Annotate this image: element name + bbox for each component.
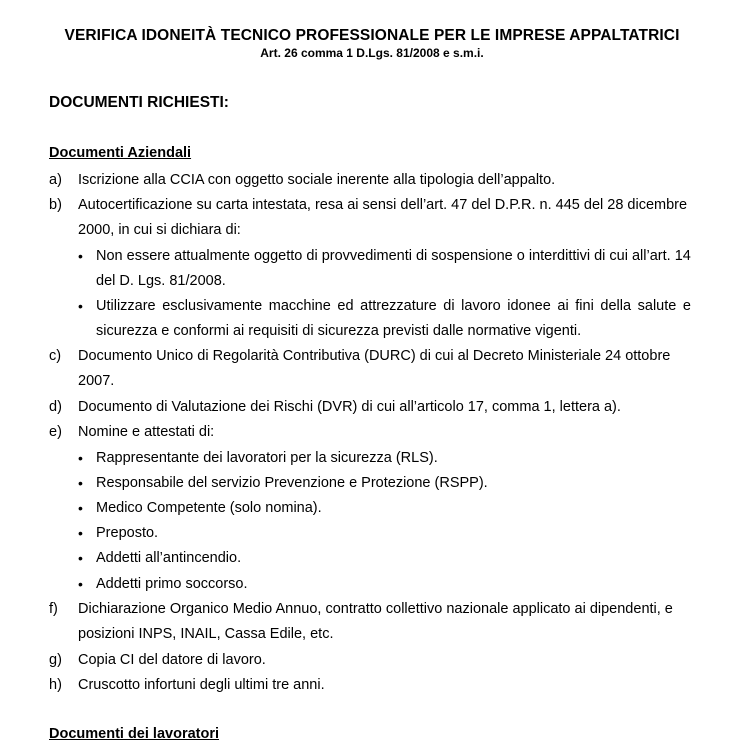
list-item-f-line2: posizioni INPS, INAIL, Cassa Edile, etc. [78, 626, 334, 642]
list-item-g: Copia CI del datore di lavoro. [78, 652, 266, 668]
list-item-d: Documento di Valutazione dei Rischi (DVR) di cui all’articolo 17, comma 1, lettera a). [78, 399, 621, 415]
list-item-b-bullet2-line1: Utilizzare esclusivamente macchine ed attrezzature di lavoro idonee ai fini della salute e [96, 298, 691, 314]
list-marker-f: f) [49, 601, 58, 617]
list-item-f-line1: Dichiarazione Organico Medio Annuo, contratto collettivo nazionale applicato ai dipendenti, e [78, 601, 673, 617]
list-item-c-line1: Documento Unico di Regolarità Contributiva (DURC) di cui al Decreto Ministeriale 24 ottobre [78, 348, 671, 364]
list-marker-b: b) [49, 197, 62, 213]
bullet-symbol: • [78, 550, 83, 566]
list-item-e-bullet3: Medico Competente (solo nomina). [96, 500, 322, 516]
list-item-c-line2: 2007. [78, 373, 115, 389]
list-item-b-bullet1-line2: del D. Lgs. 81/2008. [96, 273, 226, 289]
bullet-symbol: • [78, 576, 83, 592]
bullet-symbol: • [78, 475, 83, 491]
list-marker-a: a) [49, 172, 62, 188]
list-marker-e: e) [49, 424, 62, 440]
list-item-b-bullet2-line2: sicurezza e conformi ai requisiti di sicurezza previsti dalle normative vigenti. [96, 323, 582, 339]
list-item-e-bullet2: Responsabile del servizio Prevenzione e Protezione (RSPP). [96, 475, 488, 491]
list-item-h: Cruscotto infortuni degli ultimi tre anni. [78, 677, 325, 693]
list-item-b-line2: 2000, in cui si dichiara di: [78, 222, 241, 238]
list-item-e-bullet1: Rappresentante dei lavoratori per la sicurezza (RLS). [96, 450, 438, 466]
document-subtitle: Art. 26 comma 1 D.Lgs. 81/2008 e s.m.i. [260, 46, 484, 60]
bullet-symbol: • [78, 248, 83, 264]
bullet-symbol: • [78, 450, 83, 466]
list-item-a: Iscrizione alla CCIA con oggetto sociale inerente alla tipologia dell’appalto. [78, 172, 556, 188]
document-title: VERIFICA IDONEITÀ TECNICO PROFESSIONALE PER LE IMPRESE APPALTATRICI [64, 27, 680, 44]
bullet-symbol: • [78, 500, 83, 516]
list-item-b-bullet1-line1: Non essere attualmente oggetto di provvedimenti di sospensione o interdittivi di cui all’art. 14 [96, 248, 691, 264]
list-item-e: Nomine e attestati di: [78, 424, 215, 440]
list-item-b-line1: Autocertificazione su carta intestata, resa ai sensi dell’art. 47 del D.P.R. n. 445 del 28 dicembre [78, 197, 688, 213]
bullet-symbol: • [78, 525, 83, 541]
list-item-e-bullet4: Preposto. [96, 525, 159, 541]
section-heading: DOCUMENTI RICHIESTI: [49, 94, 229, 111]
list-item-e-bullet6: Addetti primo soccorso. [96, 576, 248, 592]
list-item-e-bullet5: Addetti all’antincendio. [96, 550, 242, 566]
list-marker-c: c) [49, 348, 62, 364]
list-marker-g: g) [49, 652, 62, 668]
bullet-symbol: • [78, 298, 83, 314]
list-marker-h: h) [49, 677, 62, 693]
list-marker-d: d) [49, 399, 62, 415]
subheading-lavoratori: Documenti dei lavoratori [49, 726, 220, 742]
subheading-aziendali: Documenti Aziendali [49, 145, 192, 161]
